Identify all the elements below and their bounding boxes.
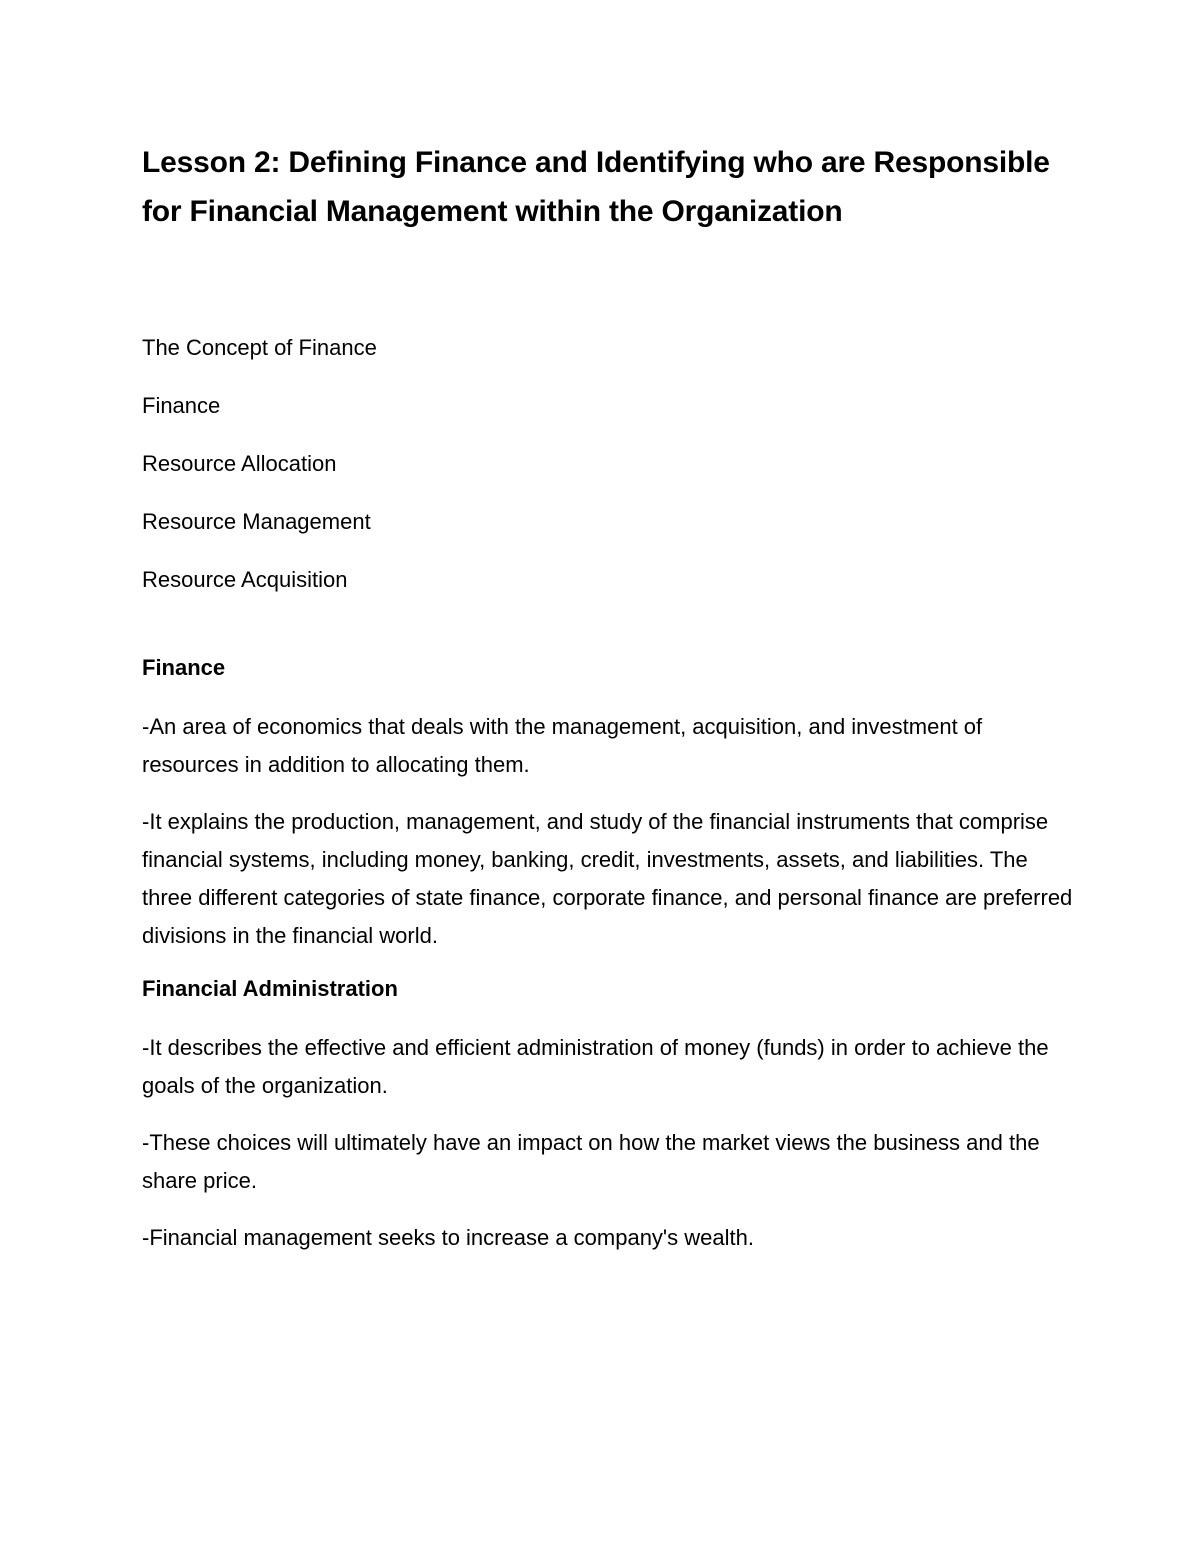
finance-explanation-paragraph: -It explains the production, management, and study of the financial instruments that comprise financial systems, including money, banking, credit, investments, assets, and liabilities. The three different categories of state finance, corporate finance, and personal finance are preferred divisions in the financial world.: [142, 809, 1073, 948]
section-heading-finance: Finance: [142, 655, 226, 680]
topic-item: The Concept of Finance: [142, 335, 377, 360]
document-content: [142, 138, 1082, 1276]
topic-item: Resource Acquisition: [142, 567, 348, 592]
administration-impact-paragraph: -These choices will ultimately have an impact on how the market views the business and the share price.: [142, 1130, 1040, 1193]
finance-section: [142, 653, 1082, 955]
topic-item: Resource Management: [142, 509, 371, 534]
topic-item: Finance: [142, 393, 221, 418]
lesson-title: Lesson 2: Defining Finance and Identifying who are Responsible for Financial Management within the Organization: [142, 146, 1050, 228]
topic-item: Resource Allocation: [142, 451, 337, 476]
financial-administration-section: [142, 974, 1082, 1257]
topic-list: [142, 333, 1082, 595]
section-heading-financial-administration: Financial Administration: [142, 976, 398, 1001]
administration-goal-paragraph: -Financial management seeks to increase a company's wealth.: [142, 1225, 754, 1250]
finance-definition-paragraph: -An area of economics that deals with the management, acquisition, and investment of resources in addition to allocating them.: [142, 714, 983, 777]
administration-definition-paragraph: -It describes the effective and efficient administration of money (funds) in order to achieve the goals of the organization.: [142, 1035, 1049, 1098]
